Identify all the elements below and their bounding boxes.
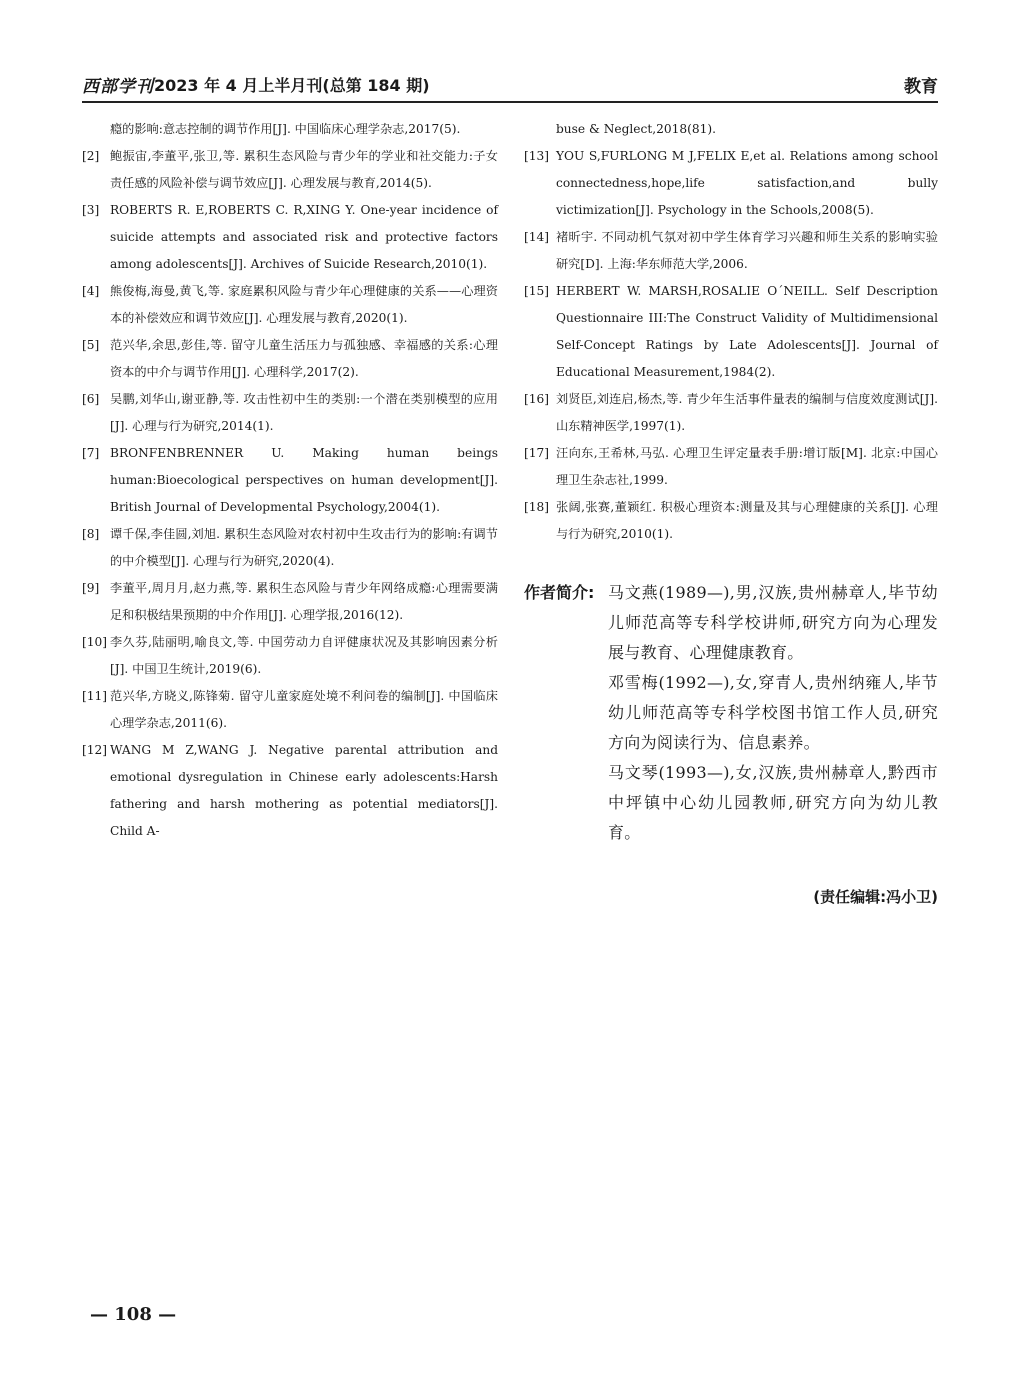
- reference-item: [4] 熊俊梅,海曼,黄飞,等. 家庭累积风险与青少年心理健康的关系——心理资本的补偿效应和调节效应[J]. 心理发展与教育,2020(1).: [82, 284, 498, 325]
- author-bio-label: 作者简介:: [524, 583, 595, 602]
- page-number: — 108 —: [90, 1304, 177, 1325]
- author-bio: [524, 578, 938, 848]
- reference-item: [5] 范兴华,余思,彭佳,等. 留守儿童生活压力与孤独感、幸福感的关系:心理资本的中介与调节作用[J]. 心理科学,2017(2).: [82, 338, 498, 379]
- references-right-column: [524, 116, 938, 548]
- reference-item: [11] 范兴华,方晓义,陈锋菊. 留守儿童家庭处境不利问卷的编制[J]. 中国临床心理学杂志,2011(6).: [82, 689, 498, 730]
- reference-item: [18] 张阔,张赛,董颖红. 积极心理资本:测量及其与心理健康的关系[J]. 心理与行为研究,2010(1).: [524, 500, 938, 541]
- reference-item: [13] YOU S,FURLONG M J,FELIX E,et al. Relations among school connectedness,hope,life satisfaction,and bully victimization[J]. Psychology in the Schools,2008(5).: [524, 149, 938, 217]
- running-header: [82, 72, 938, 98]
- reference-item: 瘾的影响:意志控制的调节作用[J]. 中国临床心理学杂志,2017(5).: [110, 122, 461, 136]
- issue-info: 2023 年 4 月上半月刊(总第 184 期): [154, 76, 430, 95]
- reference-item: [6] 吴鹏,刘华山,谢亚静,等. 攻击性初中生的类别:一个潜在类别模型的应用[J]. 心理与行为研究,2014(1).: [82, 392, 498, 433]
- header-rule: [82, 101, 938, 103]
- journal-name: 西部学刊: [82, 77, 154, 97]
- author-bio-paragraph: 马文琴(1993—),女,汉族,贵州赫章人,黔西市中坪镇中心幼儿园教师,研究方向为幼儿教育。: [608, 763, 938, 842]
- reference-item: [10] 李久芬,陆丽明,喻良文,等. 中国劳动力自评健康状况及其影响因素分析[J]. 中国卫生统计,2019(6).: [82, 635, 498, 676]
- reference-item: [9] 李董平,周月月,赵力燕,等. 累积生态风险与青少年网络成瘾:心理需要满足和积极结果预期的中介作用[J]. 心理学报,2016(12).: [82, 581, 498, 622]
- reference-item: [14] 褚昕宇. 不同动机气氛对初中学生体育学习兴趣和师生关系的影响实验研究[D]. 上海:华东师范大学,2006.: [524, 230, 938, 271]
- reference-item: [16] 刘贤臣,刘连启,杨杰,等. 青少年生活事件量表的编制与信度效度测试[J]. 山东精神医学,1997(1).: [524, 392, 938, 433]
- reference-item: [12] WANG M Z,WANG J. Negative parental attribution and emotional dysregulation in Chinese early adolescents:Harsh fathering and harsh mothering as potential mediators[J]. Child A-: [82, 743, 498, 838]
- section-name: 教育: [904, 77, 938, 97]
- author-bio-paragraph: 马文燕(1989—),男,汉族,贵州赫章人,毕节幼儿师范高等专科学校讲师,研究方向为心理发展与教育、心理健康教育。: [608, 583, 938, 662]
- reference-item: [8] 谭千保,李佳圆,刘旭. 累积生态风险对农村初中生攻击行为的影响:有调节的中介模型[J]. 心理与行为研究,2020(4).: [82, 527, 498, 568]
- reference-item: [15] HERBERT W. MARSH,ROSALIE O´NEILL. Self Description Questionnaire III:The Construct Validity of Multidimensional Self-Concept Ratings by Late Adolescents[J]. Journal of Educational Measurement,1984(2).: [524, 284, 938, 379]
- reference-item: [2] 鲍振宙,李董平,张卫,等. 累积生态风险与青少年的学业和社交能力:子女责任感的风险补偿与调节效应[J]. 心理发展与教育,2014(5).: [82, 149, 498, 190]
- author-bio-paragraph: 邓雪梅(1992—),女,穿青人,贵州纳雍人,毕节幼儿师范高等专科学校图书馆工作人员,研究方向为阅读行为、信息素养。: [608, 673, 938, 752]
- responsible-editor: (责任编辑:冯小卫): [813, 888, 938, 906]
- references-left-column: [82, 116, 498, 845]
- reference-item: [7] BRONFENBRENNER U. Making human beings human:Bioecological perspectives on human development[J]. British Journal of Developmental Psychology,2004(1).: [82, 446, 498, 514]
- reference-item: [17] 汪向东,王希林,马弘. 心理卫生评定量表手册:增订版[M]. 北京:中国心理卫生杂志社,1999.: [524, 446, 938, 487]
- reference-item: [3] ROBERTS R. E,ROBERTS C. R,XING Y. One-year incidence of suicide attempts and associated risk and protective factors among adolescents[J]. Archives of Suicide Research,2010(1).: [82, 203, 498, 271]
- reference-item: buse & Neglect,2018(81).: [556, 122, 717, 136]
